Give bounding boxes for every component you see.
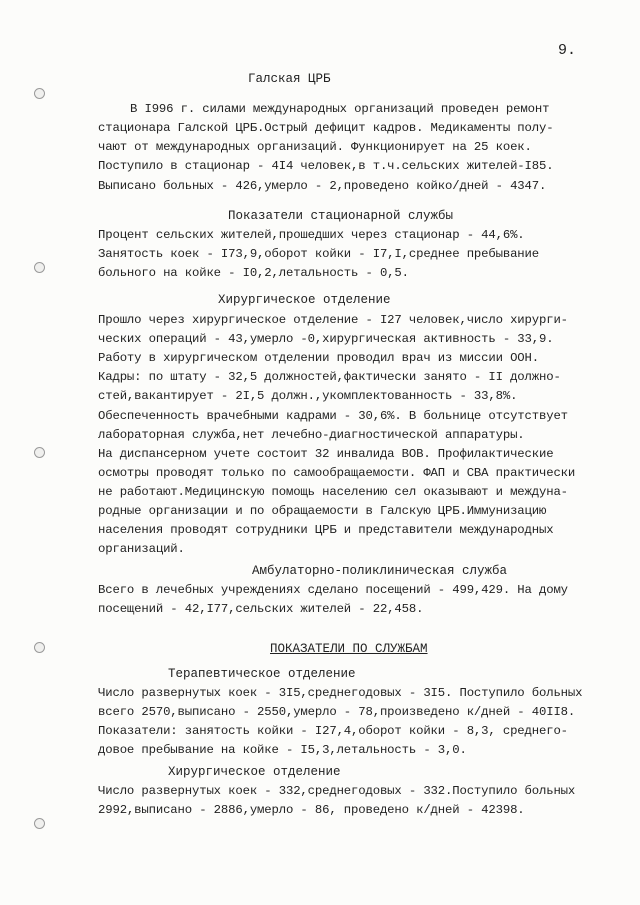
binder-hole-mark — [34, 262, 45, 273]
surgery-line: лабораторная служба,нет лечебно-диагностической аппаратуры. — [98, 428, 525, 442]
stationary-line: больного на койке - I0,2,летальность - 0,5. — [98, 266, 409, 280]
section-heading-surgery: Хирургическое отделение — [218, 293, 391, 307]
therapy-line: Показатели: занятость койки - I27,4,оборот койки - 8,3, среднего- — [98, 724, 568, 738]
section-heading-therapy: Терапевтическое отделение — [168, 667, 356, 681]
document-title: Галская ЦРБ — [248, 72, 331, 86]
surgery-line: ческих операций - 43,умерло -0,хирургическая активность - 33,9. — [98, 332, 554, 346]
surgery-line: организаций. — [98, 542, 185, 556]
surgery2-line: Число развернутых коек - 332,среднегодовых - 332.Поступило больных — [98, 784, 576, 798]
intro-line: чают от международных организаций. Функционирует на 25 коек. — [98, 140, 532, 154]
stationary-line: Процент сельских жителей,прошедших через стационар - 44,6%. — [98, 228, 525, 242]
section-heading-stationary: Показатели стационарной службы — [228, 209, 454, 223]
stationary-line: Занятость коек - I73,9,оборот койки - I7,I,среднее пребывание — [98, 247, 539, 261]
surgery-line: осмотры проводят только по самообращаемости. ФАП и СВА практически — [98, 466, 576, 480]
page-number: 9. — [558, 42, 577, 59]
intro-line: стационара Галской ЦРБ.Острый дефицит кадров. Медикаменты полу- — [98, 121, 554, 135]
intro-line: В I996 г. силами международных организаций проведен ремонт — [130, 102, 550, 116]
surgery2-line: 2992,выписано - 2886,умерло - 86, проведено к/дней - 42398. — [98, 803, 525, 817]
outpatient-line: Всего в лечебных учреждениях сделано посещений - 499,429. На дому — [98, 583, 568, 597]
intro-line: Выписано больных - 426,умерло - 2,проведено койко/дней - 4347. — [98, 179, 547, 193]
binder-hole-mark — [34, 642, 45, 653]
surgery-line: Кадры: по штату - 32,5 должностей,фактически занято - II должно- — [98, 370, 561, 384]
surgery-line: На диспансерном учете состоит 32 инвалида ВОВ. Профилактические — [98, 447, 554, 461]
section-heading-outpatient: Амбулаторно-поликлиническая служба — [252, 564, 508, 578]
intro-line: Поступило в стационар - 4I4 человек,в т.ч.сельских жителей-I85. — [98, 159, 554, 173]
outpatient-line: посещений - 42,I77,сельских жителей - 22,458. — [98, 602, 424, 616]
therapy-line: всего 2570,выписано - 2550,умерло - 78,произведено к/дней - 40II8. — [98, 705, 576, 719]
surgery-line: Работу в хирургическом отделении проводил врач из миссии ООН. — [98, 351, 539, 365]
surgery-line: не работают.Медицинскую помощь населению сел оказывают и междуна- — [98, 485, 568, 499]
surgery-line: стей,вакантирует - 2I,5 должн.,укомплектованность - 33,8%. — [98, 389, 518, 403]
surgery-line: Обеспеченность врачебными кадрами - 30,6%. В больнице отсутствует — [98, 409, 568, 423]
section-heading-surgery-2: Хирургическое отделение — [168, 765, 341, 779]
therapy-line: довое пребывание на койке - I5,3,летальность - 3,0. — [98, 743, 467, 757]
binder-hole-mark — [34, 818, 45, 829]
surgery-line: родные организации и по обращаемости в Галскую ЦРБ.Иммунизацию — [98, 504, 547, 518]
binder-hole-mark — [34, 88, 45, 99]
section-heading-services: ПОКАЗАТЕЛИ ПО СЛУЖБАМ — [270, 642, 428, 656]
surgery-line: Прошло через хирургическое отделение - I27 человек,число хирурги- — [98, 313, 568, 327]
surgery-line: населения проводят сотрудники ЦРБ и представители международных — [98, 523, 554, 537]
therapy-line: Число развернутых коек - 3I5,среднегодовых - 3I5. Поступило больных — [98, 686, 583, 700]
binder-hole-mark — [34, 447, 45, 458]
